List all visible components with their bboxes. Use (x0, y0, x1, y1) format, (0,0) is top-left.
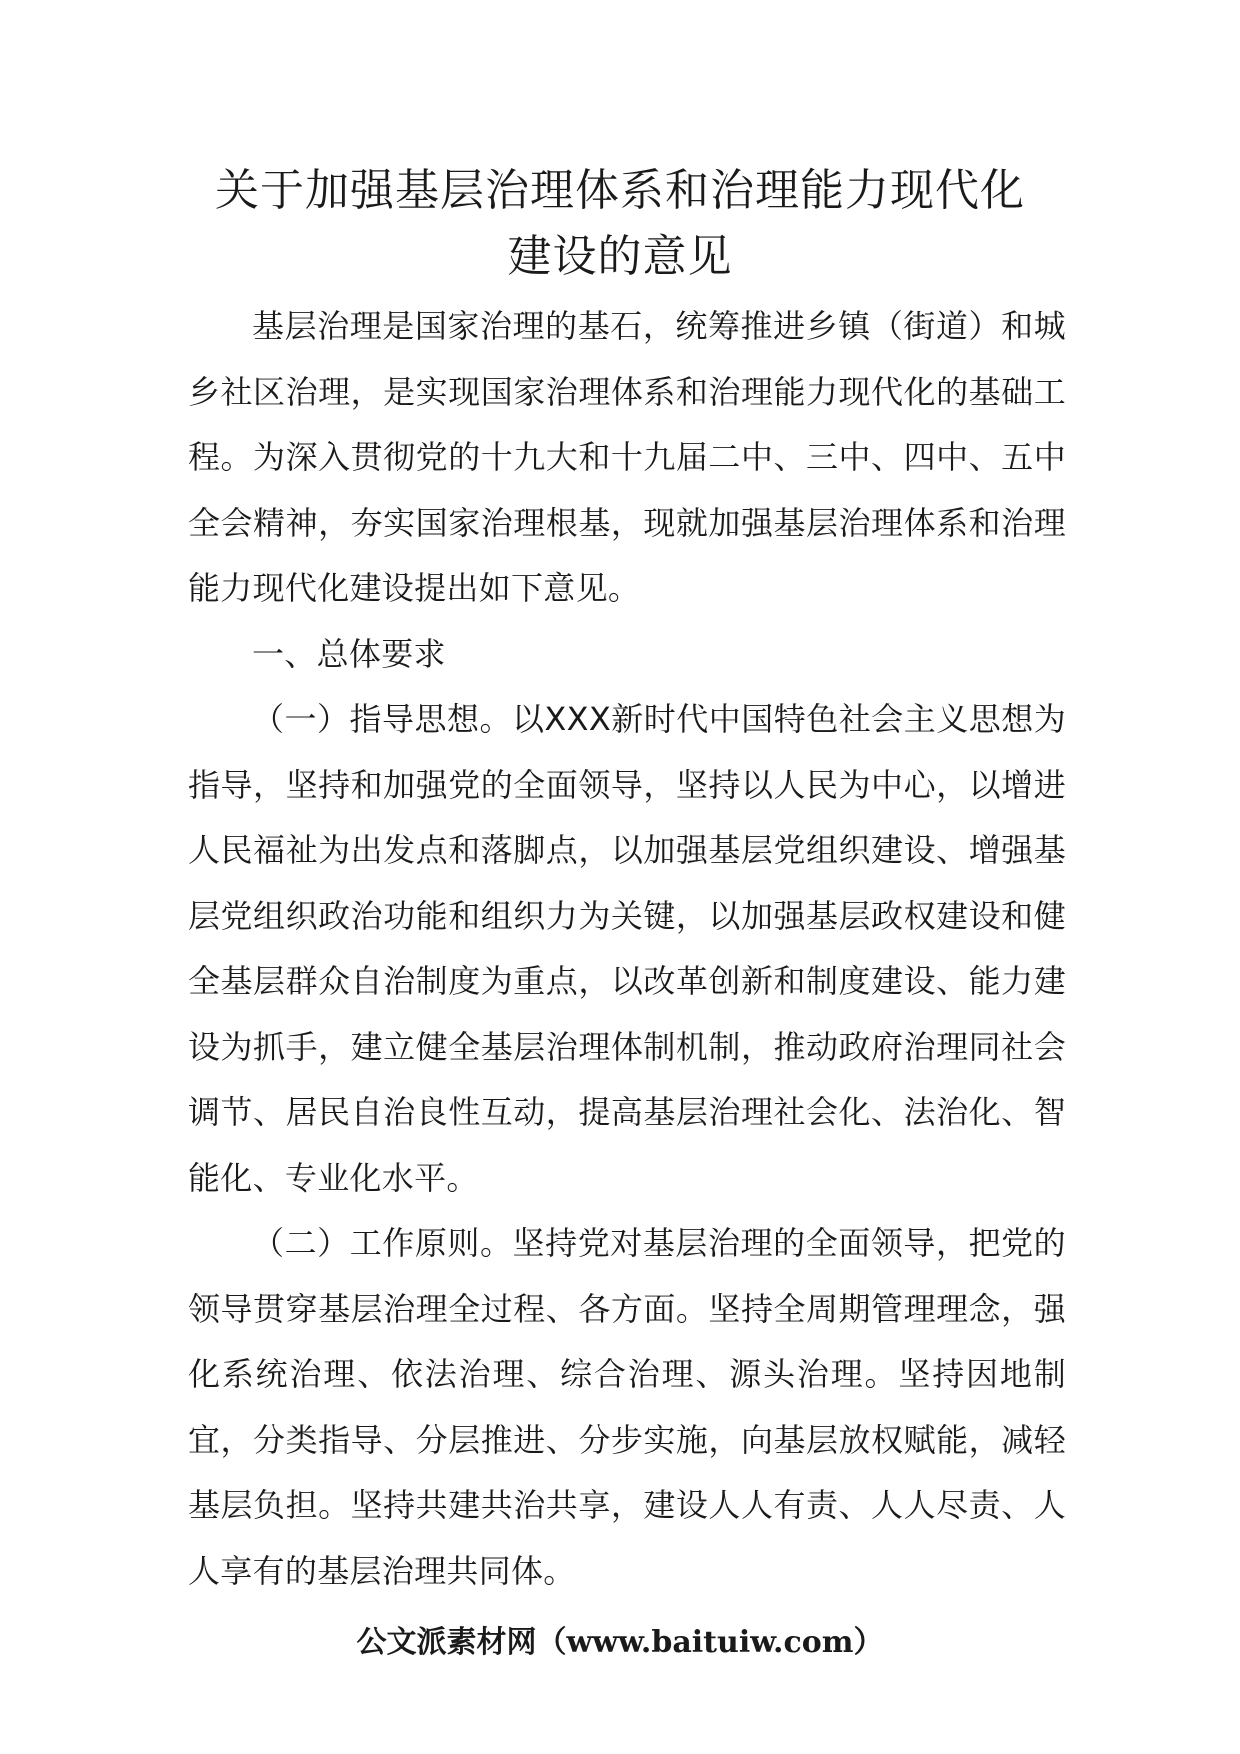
title-line-1: 关于加强基层治理体系和治理能力现代化 (215, 165, 1025, 216)
footer-watermark: 公文派素材网（www.baituiw.com） (356, 1625, 884, 1660)
title-line-2: 建设的意见 (507, 231, 733, 282)
document-body (188, 294, 1066, 1604)
working-principles-paragraph: （二）工作原则。坚持党对基层治理的全面领导，把党的领导贯穿基层治理全过程、各方面。坚持全周期管理理念，强化系统治理、依法治理、综合治理、源头治理。坚持因地制宜，分类指导、分层推进、分步实施，向基层放权赋能，减轻基层负担。坚持共建共治共享，建设人人有责、人人尽责、人人享有的基层治理共同体。 (188, 1224, 1066, 1590)
guiding-thought-paragraph: （一）指导思想。以XXX新时代中国特色社会主义思想为指导，坚持和加强党的全面领导，坚持以人民为中心，以增进人民福祉为出发点和落脚点，以加强基层党组织建设、增强基层党组织政治功能和组织力为关键，以加强基层政权建设和健全基层群众自治制度为重点，以改革创新和制度建设、能力建设为抓手，建立健全基层治理体制机制，推动政府治理同社会调节、居民自治良性互动，提高基层治理社会化、法治化、智能化、专业化水平。 (188, 700, 1066, 1197)
section-heading: 一、总体要求 (252, 634, 446, 673)
document-title (120, 158, 1120, 290)
intro-paragraph: 基层治理是国家治理的基石，统筹推进乡镇（街道）和城乡社区治理，是实现国家治理体系和治理能力现代化的基础工程。为深入贯彻党的十九大和十九届二中、三中、四中、五中全会精神，夯实国家治理根基，现就加强基层治理体系和治理能力现代化建设提出如下意见。 (188, 307, 1066, 607)
